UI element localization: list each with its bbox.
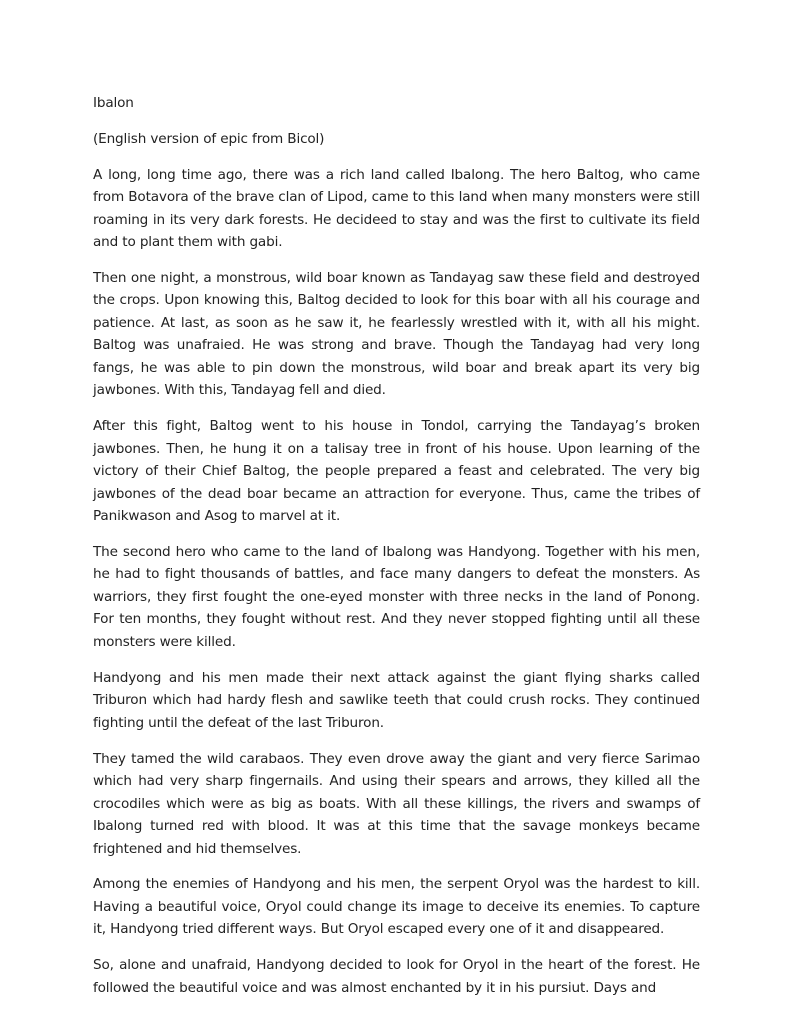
paragraph-1: A long, long time ago, there was a rich land called Ibalong. The hero Baltog, who came from Botavora of the brave clan of Lipod, came to this land when many monsters were still roaming in its very dark forests. He decideed to stay and was the first to cultivate its field and to plant them with gabi.	[93, 166, 700, 251]
paragraph-2: Then one night, a monstrous, wild boar known as Tandayag saw these field and destroyed the crops. Upon knowing this, Baltog decided to look for this boar with all his courage and patience. At last, as soon as he saw it, he fearlessly wrestled with it, with all his might. Baltog was unafraied. He was strong and brave. Though the Tandayag had very long fangs, he was able to pin down the monstrous, wild boar and break apart its very big jawbones. With this, Tandayag fell and died.	[93, 269, 700, 399]
document-subtitle: (English version of epic from Bicol)	[93, 130, 325, 147]
paragraph-7: Among the enemies of Handyong and his men, the serpent Oryol was the hardest to kill. Having a beautiful voice, Oryol could change its image to deceive its enemies. To capture it, Handyong tried different ways. But Oryol escaped every one of it and disappeared.	[93, 876, 700, 938]
document-page	[93, 92, 700, 1012]
document-title: Ibalon	[93, 95, 134, 111]
paragraph-3: After this fight, Baltog went to his house in Tondol, carrying the Tandayag’s broken jawbones. Then, he hung it on a talisay tree in front of his house. Upon learning of the victory of their Chief Baltog, the people prepared a feast and celebrated. The very big jawbones of the dead boar became an attraction for everyone. Thus, came the tribes of Panikwason and Asog to marvel at it.	[93, 418, 700, 525]
paragraph-5: Handyong and his men made their next attack against the giant flying sharks called Triburon which had hardy flesh and sawlike teeth that could crush rocks. They continued fighting until the defeat of the last Triburon.	[93, 669, 700, 731]
paragraph-8: So, alone and unafraid, Handyong decided to look for Oryol in the heart of the forest. He followed the beautiful voice and was almost enchanted by it in his pursiut. Days and	[93, 957, 700, 996]
paragraph-4: The second hero who came to the land of Ibalong was Handyong. Together with his men, he had to fight thousands of battles, and face many dangers to defeat the monsters. As warriors, they first fought the one-eyed monster with three necks in the land of Ponong. For ten months, they fought without rest. And they never stopped fighting until all these monsters were killed.	[93, 543, 700, 650]
paragraph-6: They tamed the wild carabaos. They even drove away the giant and very fierce Sarimao which had very sharp fingernails. And using their spears and arrows, they killed all the crocodiles which were as big as boats. With all these killings, the rivers and swamps of Ibalong turned red with blood. It was at this time that the savage monkeys became frightened and hid themselves.	[93, 750, 700, 857]
